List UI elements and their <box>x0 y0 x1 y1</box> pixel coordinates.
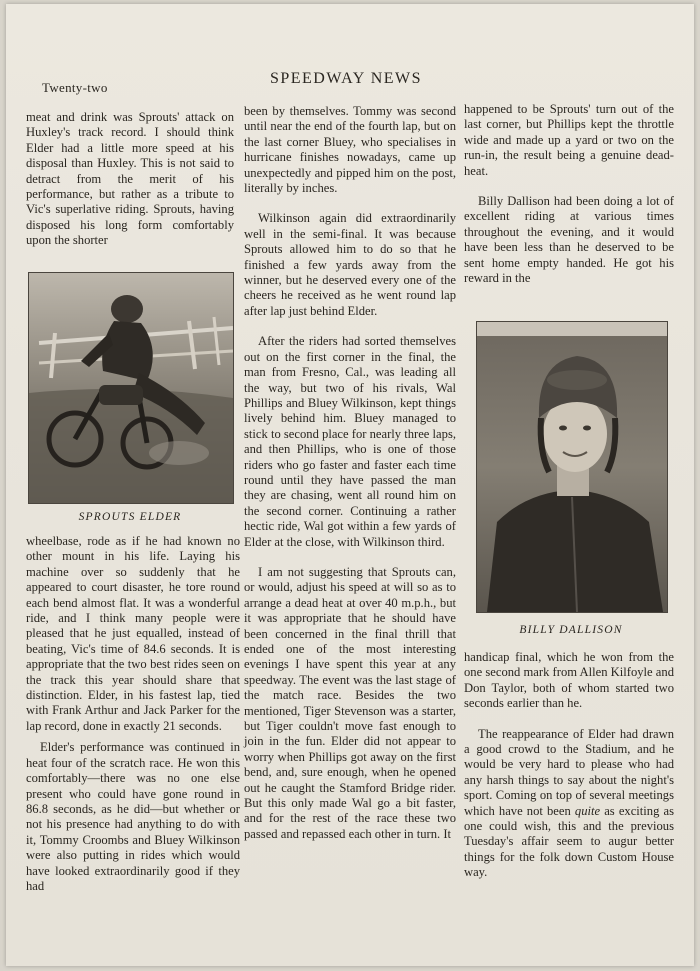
rider-portrait-photo <box>477 322 667 612</box>
paragraph: I am not suggesting that Sprouts can, or would, adjust his speed at will so as to arrange a dead heat at over 40 m.p.h., but it was appropriate that he should have been concerned in the final thrill that ended one of the most interesting evenings I have spent this year at any speedway. The event was the last stage of the match race. Besides the two mentioned, Tiger Stevenson was a starter, but Tiger couldn't move fast enough to join in the fun. Elder did not appear to worry when Phillips got away on the first bend, and, sure enough, when he opened out he caught the Stamford Bridge rider. But this only made Wal go a bit faster, and for the rest of the race these two passed and repassed each other in turn. It <box>244 564 456 841</box>
paragraph: happened to be Sprouts' turn out of the last corner, but Phillips kept the throttle wide and made up a yard or two on the run-in, the result being a genuine dead-heat. <box>464 102 674 178</box>
motorcycle-rider-photo <box>29 273 233 503</box>
article-column-1-continued <box>26 534 240 894</box>
photo-sprouts-elder <box>28 272 234 504</box>
paragraph: handicap final, which he won from the one second mark from Allen Kilfoyle and Don Taylor, both of whom started two seconds earlier than he. <box>464 650 674 711</box>
paragraph: Billy Dallison had been doing a lot of excellent riding at various times throughout the evening, and it would have been less than he deserved to be sent home empty handed. He got his reward in the <box>464 194 674 286</box>
publication-title: SPEEDWAY NEWS <box>269 70 423 87</box>
article-column-1 <box>26 110 234 249</box>
paragraph: After the riders had sorted themselves out on the first corner in the final, the man from Fresno, Cal., was leading all the way, but two of his rivals, Wal Phillips and Bluey Wilkinson, kept things lively behind him. Bluey managed to stick to second place for nearly three laps, and then Phillips, who is one of those riders who go faster and faster each time round until they have passed the man they are chasing, went all round him on the second corner. Continuing a rather hectic ride, Wal got within a few yards of Elder at the close, with Wilkinson third. <box>244 334 456 549</box>
paragraph: Wilkinson again did extraordinarily well in the semi-final. It was because Sprouts allowed him to do so that he finished a few yards away from the winner, but he deserved every one of the cheers he received as he went round lap after lap just behind Elder. <box>244 211 456 318</box>
paragraph: meat and drink was Sprouts' attack on Huxley's track record. I should think Elder had a little more speed at his disposal than Huxley. This is not said to detract from the merit of his performance, but rather as a tribute to Vic's superlative riding. Sprouts, having disposed his long form comfortably upon the shorter <box>26 110 234 248</box>
magazine-page <box>6 4 694 966</box>
article-column-2 <box>244 104 456 842</box>
page-number: Twenty-two <box>42 80 108 95</box>
paragraph: been by themselves. Tommy was second until near the end of the fourth lap, but on the last corner Bluey, who specialises in hurricane finishes nowadays, came up unexpectedly and pipped him on the post, literally by inches. <box>244 104 456 196</box>
article-column-3 <box>464 102 674 286</box>
photo-caption: BILLY DALLISON <box>519 624 623 636</box>
paragraph: Elder's performance was continued in heat four of the scratch race. He won this comfortably—there was no one else present who could have gone round in 86.8 seconds, as he did—but whether or not his presence had anything to do with it, Tommy Croombs and Bluey Wilkinson were also putting in rides which would have looked extraordinarily good if they had <box>26 740 240 893</box>
photo-caption: SPROUTS ELDER <box>78 511 182 523</box>
photo-billy-dallison <box>476 321 668 613</box>
emphasis: quite <box>574 803 601 818</box>
paragraph <box>464 727 674 881</box>
text-run: as exciting as one could wish, this and the previous Tuesday's affair seem to augur better things for the folk down Custom House way. <box>464 803 675 880</box>
paragraph: wheelbase, rode as if he had known no other mount in his life. Laying his machine over so suddenly that he appeared to court disaster, he tore round each bend almost flat. It was a wonderful ride, and I think many people were pleased that he just equalled, instead of beating, Vic's time of 84.6 seconds. It is appropriate that the two best rides seen on the track this year should share that distinction. Elder, in his fastest lap, tied with Frank Arthur and Jack Parker for the lap record, done in exactly 21 seconds. <box>26 534 240 733</box>
text-run: The reappearance of Elder had drawn a good crowd to the Stadium, and he would be very hard to please who had any harsh things to say about the night's sport. Coming on top of several meetings which have not been <box>464 726 674 818</box>
article-column-3-continued <box>464 650 674 881</box>
